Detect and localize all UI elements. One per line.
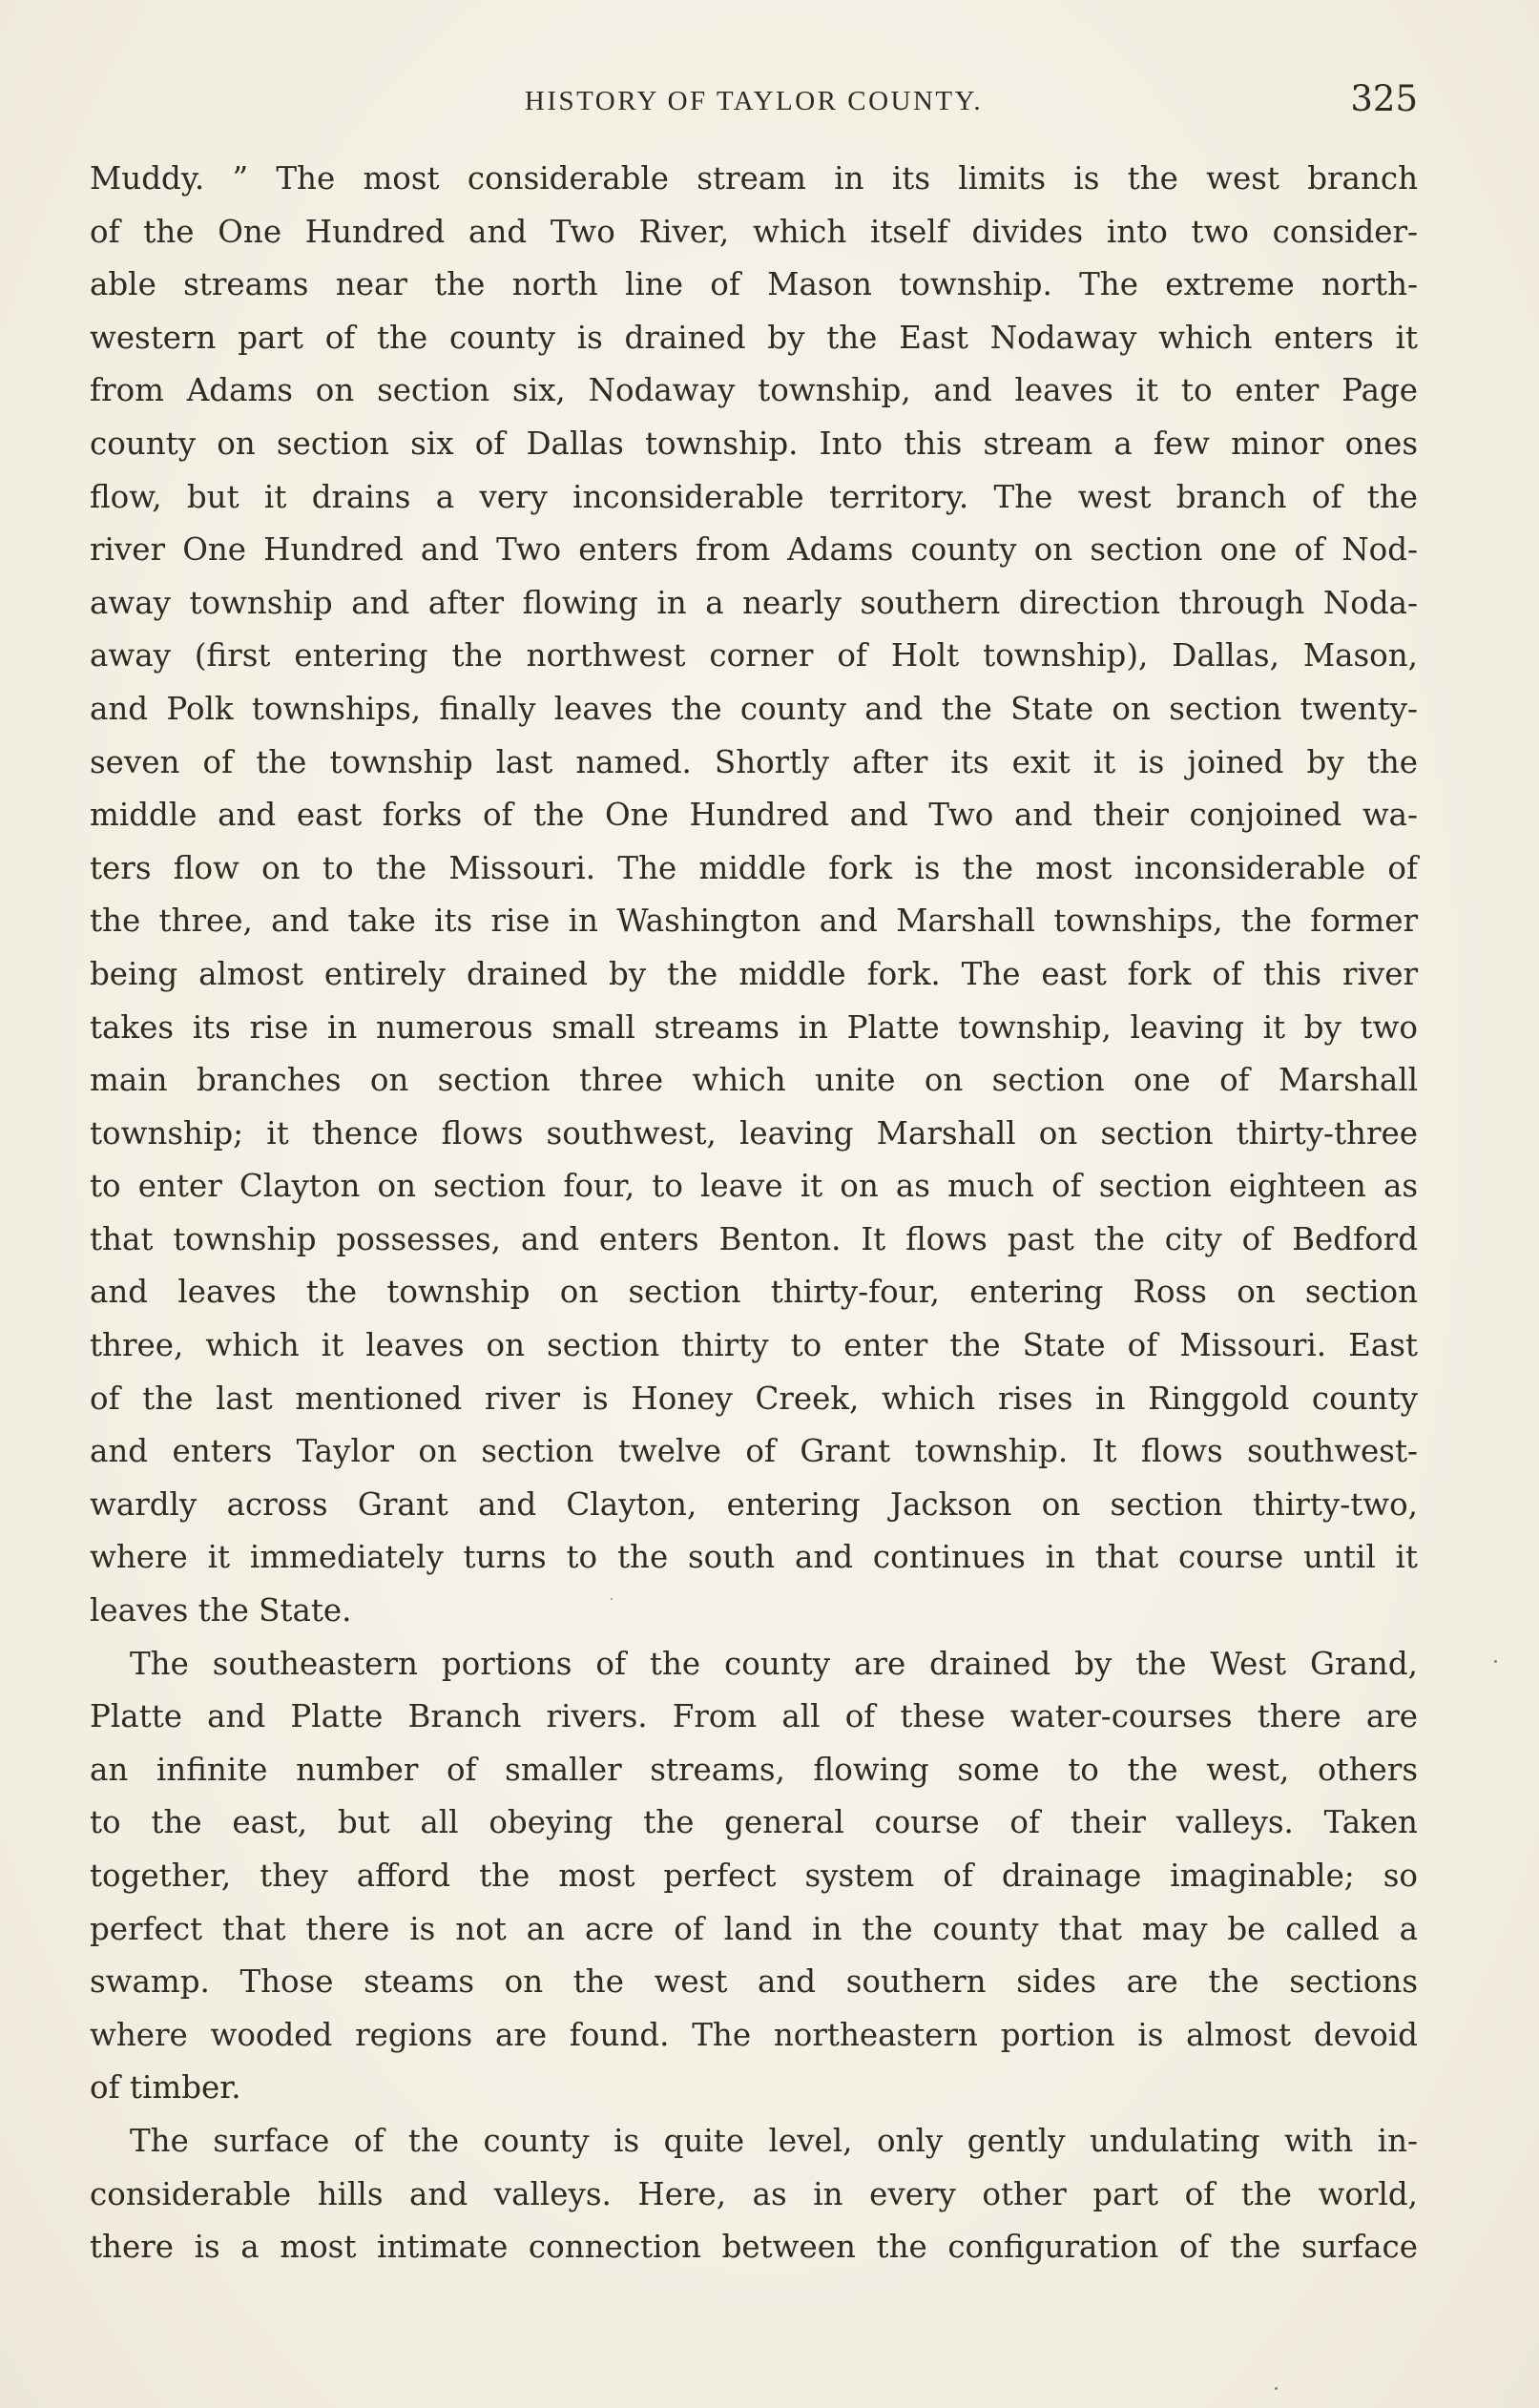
text-line: seven of the township last named. Shortly after its exit it is joined by the [90, 743, 1418, 780]
text-line: takes its rise in numerous small streams in Platte township, leaving it by two [90, 1008, 1418, 1046]
text-line: away (first entering the northwest corner of Holt township), Dallas, Mason, [90, 637, 1418, 675]
text-line: Muddy. ” The most considerable stream in its limits is the west branch [90, 160, 1418, 197]
text-line: an infinite number of smaller streams, flowing some to the west, others [90, 1751, 1418, 1788]
text-line: perfect that there is not an acre of land in the county that may be called a [90, 1910, 1418, 1947]
text-line: western part of the county is drained by the East Nodaway which enters it [90, 319, 1418, 356]
print-speck [1275, 2387, 1278, 2390]
text-line: The southeastern portions of the county are drained by the West Grand, [130, 1645, 1418, 1682]
text-line: of timber. [90, 2069, 241, 2107]
text-line: to enter Clayton on section four, to leave it on as much of section eighteen as [90, 1168, 1418, 1205]
text-line: township; it thence flows southwest, leaving Marshall on section thirty-three [90, 1114, 1418, 1152]
text-line: being almost entirely drained by the middle fork. The east fork of this river [90, 955, 1418, 992]
text-line: The surface of the county is quite level, only gently undulating with in- [130, 2122, 1418, 2159]
text-line: river One Hundred and Two enters from Adams county on section one of Nod- [90, 531, 1418, 569]
text-line: of the last mentioned river is Honey Creek, which rises in Ringgold county [90, 1380, 1418, 1417]
text-line: county on section six of Dallas township. Into this stream a few minor ones [90, 425, 1418, 462]
text-line: leaves the State. [90, 1592, 352, 1630]
text-line: away township and after flowing in a nearly southern direction through Noda- [90, 584, 1418, 621]
text-line: Platte and Platte Branch rivers. From all of these water-courses there are [90, 1698, 1418, 1735]
text-line: flow, but it drains a very inconsiderable territory. The west branch of the [90, 478, 1418, 515]
text-line: and Polk townships, finally leaves the county and the State on section twenty- [90, 690, 1418, 727]
text-line: ters flow on to the Missouri. The middle fork is the most inconsiderable of [90, 849, 1418, 886]
text-line: and enters Taylor on section twelve of Grant township. It flows southwest- [90, 1433, 1418, 1470]
text-line: of the One Hundred and Two River, which itself divides into two consider- [90, 213, 1418, 250]
text-line: the three, and take its rise in Washington and Marshall townships, the former [90, 903, 1418, 940]
text-line: wardly across Grant and Clayton, entering Jackson on section thirty-two, [90, 1485, 1418, 1523]
text-line: there is a most intimate connection between the configuration of the surface [90, 2229, 1418, 2266]
print-speck [1494, 1660, 1497, 1663]
text-line: main branches on section three which unite on section one of Marshall [90, 1062, 1418, 1099]
text-line: where it immediately turns to the south and continues in that course until it [90, 1539, 1418, 1576]
text-line: that township possesses, and enters Benton. It flows past the city of Bedford [90, 1220, 1418, 1257]
print-speck [611, 1598, 613, 1600]
text-line: swamp. Those steams on the west and southern sides are the sections [90, 1963, 1418, 2001]
text-line: considerable hills and valleys. Here, as in every other part of the world, [90, 2175, 1418, 2212]
text-line: middle and east forks of the One Hundred and Two and their conjoined wa- [90, 797, 1418, 834]
text-line: able streams near the north line of Mason township. The extreme north- [90, 266, 1418, 303]
text-line: and leaves the township on section thirty-four, entering Ross on section [90, 1274, 1418, 1311]
page-number: 325 [1350, 78, 1418, 119]
text-line: to the east, but all obeying the general course of their valleys. Taken [90, 1804, 1418, 1841]
text-line: together, they afford the most perfect system of drainage imaginable; so [90, 1858, 1418, 1894]
body-text [90, 153, 1418, 2274]
text-line: three, which it leaves on section thirty to enter the State of Missouri. East [90, 1327, 1418, 1364]
text-line: where wooded regions are found. The northeastern portion is almost devoid [90, 2016, 1418, 2053]
running-head [90, 78, 1418, 126]
text-line: from Adams on section six, Nodaway township, and leaves it to enter Page [90, 372, 1418, 409]
running-title: HISTORY OF TAYLOR COUNTY. [524, 86, 984, 116]
